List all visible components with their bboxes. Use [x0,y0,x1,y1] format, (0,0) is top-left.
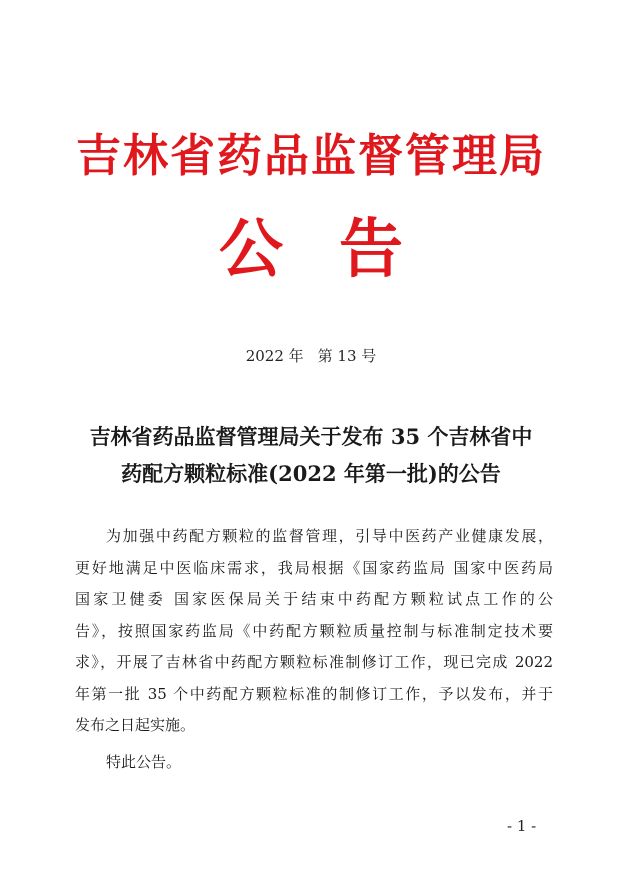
notice-title-char-2: 告 [339,212,403,287]
body-line-1: 为加强中药配方颗粒的监督管理，引导中医药产业健康发展， [106,527,553,545]
headline-line-1: 吉林省药品监督管理局关于发布 35 个吉林省中 [89,424,533,449]
body-line-6: 年第一批 35 个中药配方颗粒标准的制修订工作，予以发布，并于 [75,684,553,703]
notice-title-char-1: 公 [219,212,283,287]
headline-line-2: 药配方颗粒标准(2022 年第一批)的公告 [121,461,501,486]
agency-title: 吉林省药品监督管理局 [75,129,546,182]
document-year: 2022 年 [245,347,304,365]
body-line-7: 发布之日起实施。 [75,716,196,734]
closing-statement: 特此公告。 [106,753,182,771]
notice-title [0,212,622,288]
announcement-headline [40,418,582,492]
body-line-3: 国家卫健委 国家医保局关于结束中药配方颗粒试点工作的公 [75,590,553,608]
announcement-body [75,521,553,742]
body-line-5: 求》，开展了吉林省中药配方颗粒标准制修订工作，现已完成 2022 [75,653,553,671]
document-number [0,345,622,367]
page-number: - 1 - [507,817,537,835]
document-serial: 第 13 号 [317,347,377,365]
body-line-2: 更好地满足中医临床需求，我局根据《国家药监局 国家中医药局 [75,558,553,577]
body-line-4: 告》，按照国家药监局《中药配方颗粒质量控制与标准制定技术要 [75,621,553,640]
